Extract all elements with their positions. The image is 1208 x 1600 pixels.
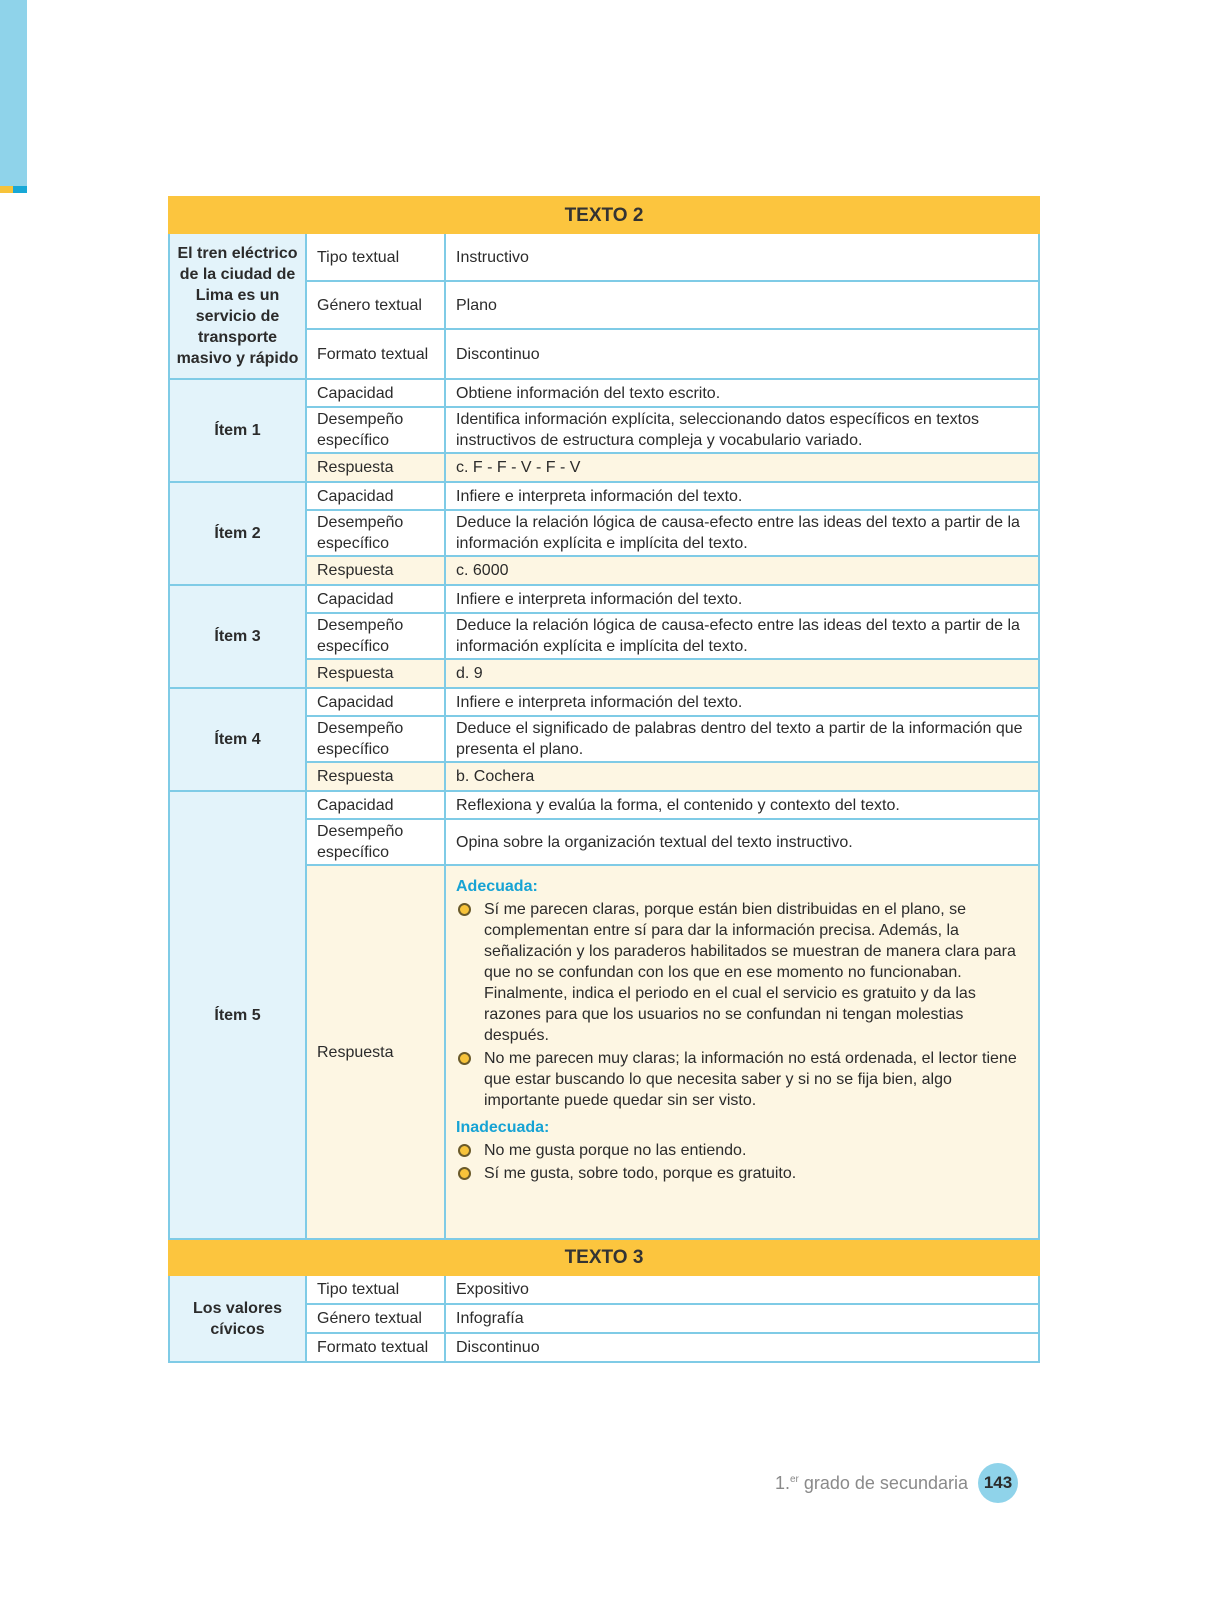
desempeno-label: Desempeño específico <box>306 613 445 659</box>
item5-respuesta-value <box>445 865 1039 1239</box>
list-item: Sí me gusta, sobre todo, porque es gratuito. <box>456 1163 1028 1184</box>
desempeno-label: Desempeño específico <box>306 716 445 762</box>
side-band-accent-cyan <box>13 186 27 193</box>
desempeno-label: Desempeño específico <box>306 819 445 865</box>
list-item: Sí me parecen claras, porque están bien distribuidas en el plano, se complementan entre sí para dar la información precisa. Además, la señalización y los paraderos habilitados se muestran de manera clara para que no se confundan con los que en ese momento no funcionaban. Finalmente, indica el periodo en el cual el servicio es gratuito y da las razones para que los usuarios no se confundan ni tengan molestias después. <box>456 899 1028 1046</box>
desempeno-value: Deduce el significado de palabras dentro del texto a partir de la información que presenta el plano. <box>445 716 1039 762</box>
desempeno-value: Identifica información explícita, seleccionando datos específicos en textos instructivos de estructura compleja y vocabulario variado. <box>445 407 1039 453</box>
capacidad-label: Capacidad <box>306 585 445 613</box>
bullet-icon <box>458 903 471 916</box>
capacidad-value: Reflexiona y evalúa la forma, el contenido y contexto del texto. <box>445 791 1039 819</box>
texto2-text-title: El tren eléctrico de la ciudad de Lima es un servicio de transporte masivo y rápido <box>169 233 306 379</box>
meta-value: Plano <box>445 281 1039 329</box>
capacidad-label: Capacidad <box>306 791 445 819</box>
respuesta-label: Respuesta <box>306 453 445 482</box>
capacidad-value: Obtiene información del texto escrito. <box>445 379 1039 407</box>
capacidad-value: Infiere e interpreta información del texto. <box>445 482 1039 510</box>
page-footer <box>775 1463 1018 1503</box>
capacidad-value: Infiere e interpreta información del texto. <box>445 688 1039 716</box>
inadecuada-list <box>456 1140 1028 1184</box>
meta-label: Tipo textual <box>306 1275 445 1304</box>
meta-value: Expositivo <box>445 1275 1039 1304</box>
capacidad-value: Infiere e interpreta información del texto. <box>445 585 1039 613</box>
inadecuada-heading: Inadecuada: <box>456 1119 550 1136</box>
respuesta-value: c. F - F - V - F - V <box>445 453 1039 482</box>
desempeno-value: Deduce la relación lógica de causa-efecto entre las ideas del texto a partir de la información explícita e implícita del texto. <box>445 613 1039 659</box>
meta-value: Instructivo <box>445 233 1039 281</box>
adecuada-heading: Adecuada: <box>456 878 538 895</box>
desempeno-label: Desempeño específico <box>306 407 445 453</box>
bullet-icon <box>458 1167 471 1180</box>
meta-label: Formato textual <box>306 329 445 379</box>
texto3-text-title: Los valores cívicos <box>169 1275 306 1362</box>
respuesta-value: b. Cochera <box>445 762 1039 791</box>
list-item: No me gusta porque no las entiendo. <box>456 1140 1028 1161</box>
side-band <box>0 0 27 186</box>
meta-value: Discontinuo <box>445 329 1039 379</box>
meta-label: Formato textual <box>306 1333 445 1362</box>
capacidad-label: Capacidad <box>306 379 445 407</box>
capacidad-label: Capacidad <box>306 688 445 716</box>
respuesta-label: Respuesta <box>306 865 445 1239</box>
respuesta-label: Respuesta <box>306 556 445 585</box>
bullet-icon <box>458 1052 471 1065</box>
bullet-icon <box>458 1144 471 1157</box>
adecuada-list <box>456 899 1028 1111</box>
respuesta-value: c. 6000 <box>445 556 1039 585</box>
item-5-label: Ítem 5 <box>169 791 306 1239</box>
item-1-label: Ítem 1 <box>169 379 306 482</box>
meta-value: Discontinuo <box>445 1333 1039 1362</box>
desempeno-label: Desempeño específico <box>306 510 445 556</box>
evaluation-table <box>168 196 1040 1363</box>
meta-label: Género textual <box>306 281 445 329</box>
meta-label: Género textual <box>306 1304 445 1333</box>
desempeno-value: Opina sobre la organización textual del texto instructivo. <box>445 819 1039 865</box>
meta-value: Infografía <box>445 1304 1039 1333</box>
item-2-label: Ítem 2 <box>169 482 306 585</box>
grade-label: 1.$^{er}$ grado de secundaria <box>774 1472 968 1493</box>
list-item: No me parecen muy claras; la información no está ordenada, el lector tiene que estar buscando lo que necesita saber y si no se fija bien, algo importante puede quedar sin ser visto. <box>456 1048 1028 1111</box>
respuesta-value: d. 9 <box>445 659 1039 688</box>
item-3-label: Ítem 3 <box>169 585 306 688</box>
capacidad-label: Capacidad <box>306 482 445 510</box>
respuesta-label: Respuesta <box>306 762 445 791</box>
page-number: 143 <box>978 1463 1018 1503</box>
respuesta-label: Respuesta <box>306 659 445 688</box>
texto2-header: TEXTO 2 <box>169 197 1039 233</box>
texto3-header: TEXTO 3 <box>169 1239 1039 1275</box>
desempeno-value: Deduce la relación lógica de causa-efecto entre las ideas del texto a partir de la información explícita e implícita del texto. <box>445 510 1039 556</box>
item-4-label: Ítem 4 <box>169 688 306 791</box>
meta-label: Tipo textual <box>306 233 445 281</box>
side-band-accent-yellow <box>0 186 13 193</box>
